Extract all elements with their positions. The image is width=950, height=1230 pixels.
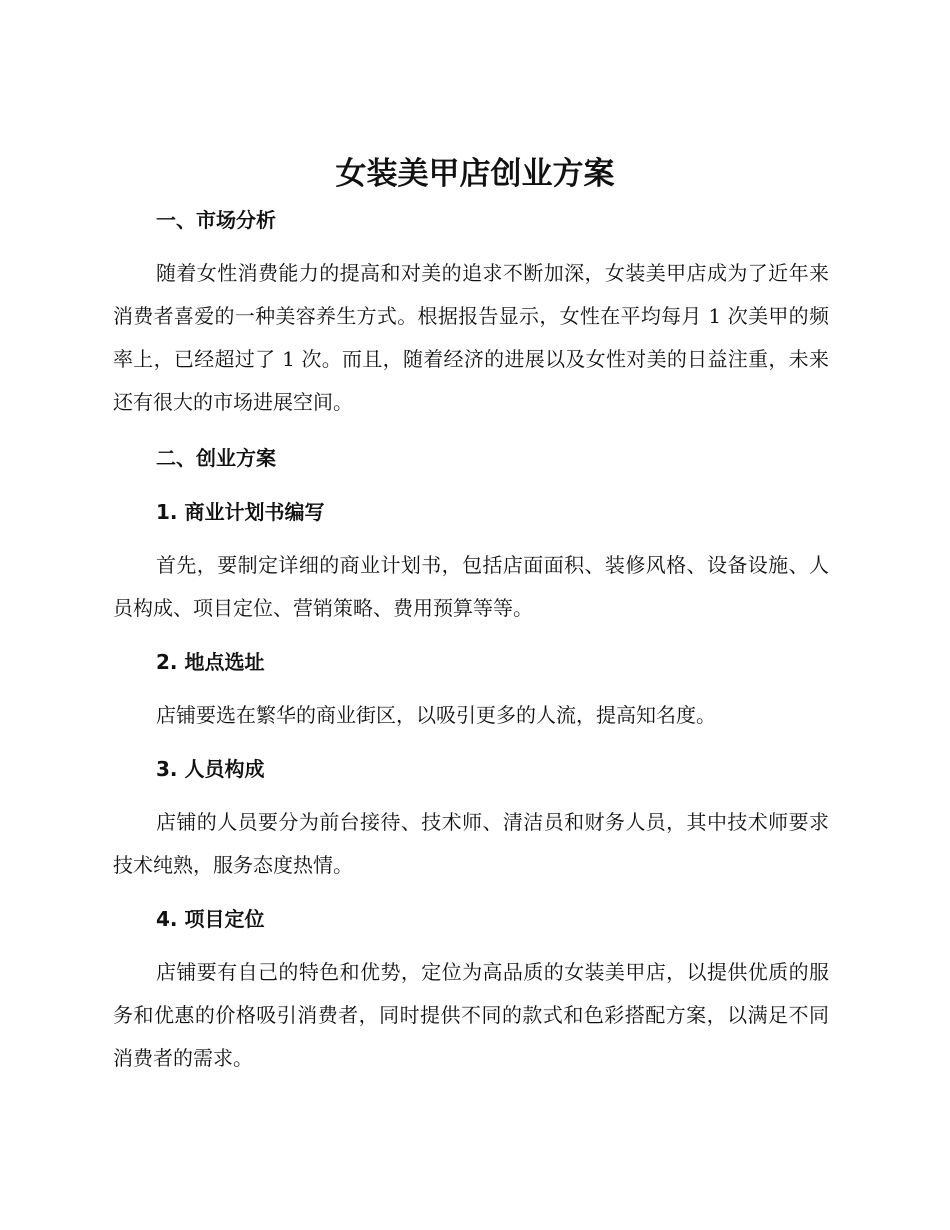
section-heading-startup-plan: 二、创业方案 [156,446,276,470]
paragraph-business-plan: 首先，要制定详细的商业计划书，包括店面面积、装修风格、设备设施、人员构成、项目定位、营销策略、费用预算等等。 [113,553,829,620]
subheading-positioning: 4. 项目定位 [156,907,265,931]
subheading-business-plan: 1. 商业计划书编写 [156,500,325,524]
document-body [113,200,829,1080]
paragraph-staffing: 店铺的人员要分为前台接待、技术师、清洁员和财务人员，其中技术师要求技术纯熟，服务态度热情。 [113,810,829,877]
subheading-location: 2. 地点选址 [156,650,265,674]
subheading-staffing: 3. 人员构成 [156,757,265,781]
paragraph-market-analysis: 随着女性消费能力的提高和对美的追求不断加深，女装美甲店成为了近年来消费者喜爱的一种美容养生方式。根据报告显示，女性在平均每月 1 次美甲的频率上，已经超过了 1 次。而且，随着经济的进展以及女性对美的日益注重，未来还有很大的市场进展空间。 [113,261,829,414]
document-title: 女装美甲店创业方案 [335,156,615,192]
paragraph-location: 店铺要选在繁华的商业街区，以吸引更多的人流，提高知名度。 [156,703,716,727]
paragraph-positioning: 店铺要有自己的特色和优势，定位为高品质的女装美甲店，以提供优质的服务和优惠的价格吸引消费者，同时提供不同的款式和色彩搭配方案，以满足不同消费者的需求。 [113,960,829,1070]
section-heading-market-analysis: 一、市场分析 [156,208,276,232]
